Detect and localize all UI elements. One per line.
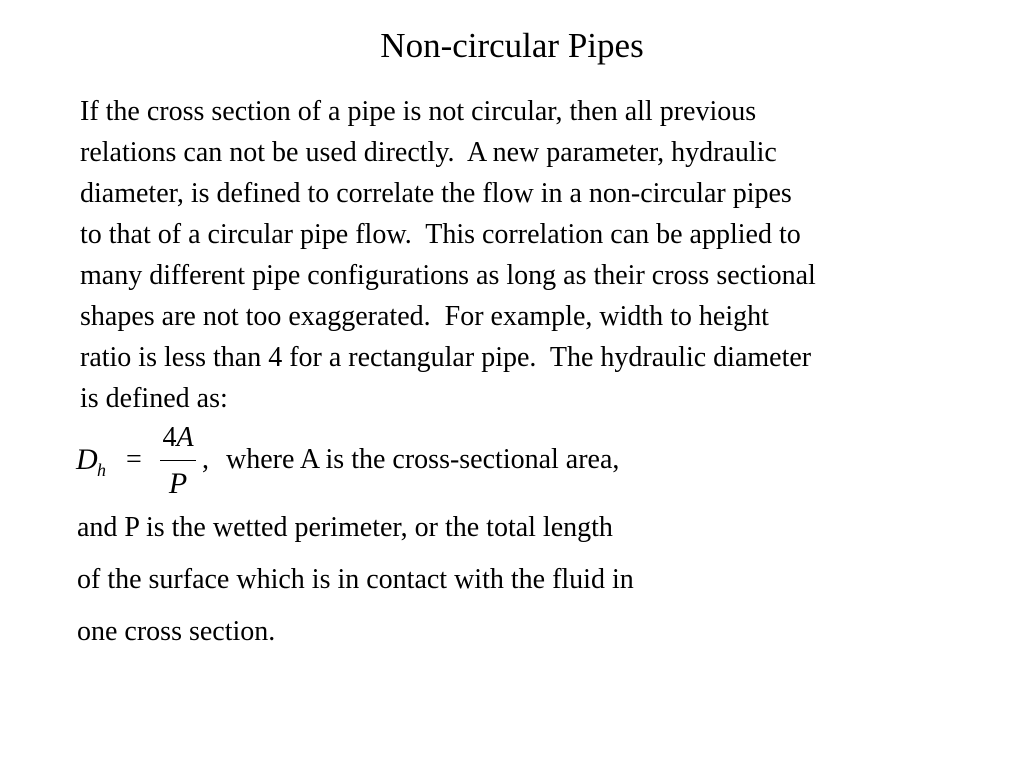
tail-line: one cross section. xyxy=(77,616,276,647)
formula-subscript-h: h xyxy=(97,460,106,480)
numerator-variable: A xyxy=(176,422,194,453)
formula-equals-sign: = xyxy=(126,444,142,475)
paragraph-line: If the cross section of a pipe is not circular, then all previous xyxy=(80,96,757,127)
fraction-bar xyxy=(160,460,196,461)
paragraph-line: many different pipe configurations as long as their cross sectional xyxy=(80,260,816,291)
paragraph-line: diameter, is defined to correlate the flow in a non-circular pipes xyxy=(80,178,792,209)
paragraph-line: shapes are not too exaggerated. For example, width to height xyxy=(80,301,769,332)
paragraph-line: relations can not be used directly. A new parameter, hydraulic xyxy=(80,137,777,168)
hydraulic-diameter-formula xyxy=(76,418,776,508)
formula-symbol-d: D xyxy=(76,443,98,476)
slide-title: Non-circular Pipes xyxy=(380,26,644,65)
paragraph-line: to that of a circular pipe flow. This correlation can be applied to xyxy=(80,219,801,250)
formula-denominator: P xyxy=(168,467,188,500)
formula-where-text: where A is the cross-sectional area, xyxy=(226,444,620,475)
formula-comma: , xyxy=(202,444,209,475)
tail-line: of the surface which is in contact with the fluid in xyxy=(77,564,634,595)
formula-numerator xyxy=(158,418,198,458)
numerator-coefficient: 4 xyxy=(162,422,177,453)
paragraph-line: is defined as: xyxy=(80,383,228,414)
paragraph-line: ratio is less than 4 for a rectangular pipe. The hydraulic diameter xyxy=(80,342,812,373)
tail-line: and P is the wetted perimeter, or the total length xyxy=(77,512,613,543)
